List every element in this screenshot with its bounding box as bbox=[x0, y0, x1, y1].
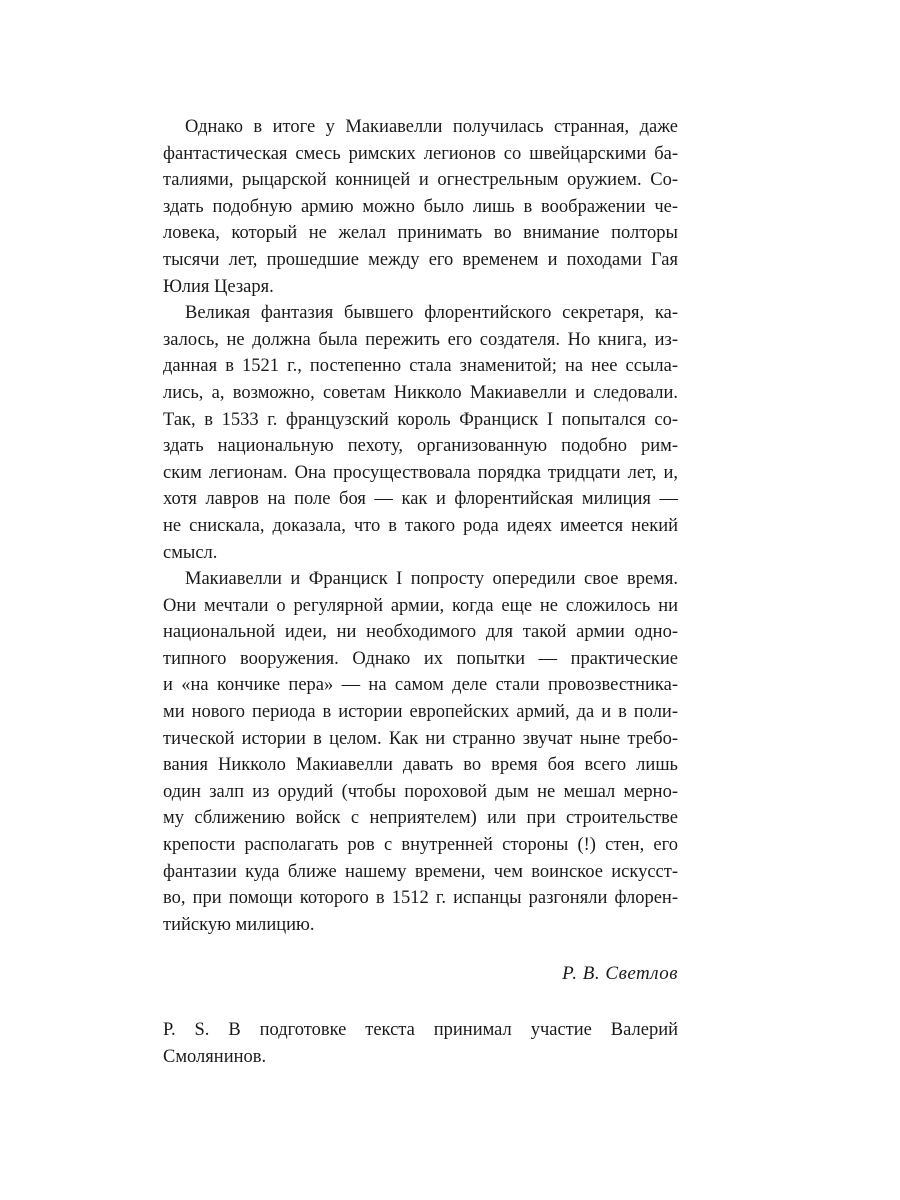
text-line: фантазии куда ближе нашему времени, чем воинское искусст- bbox=[163, 861, 678, 882]
author-signature: Р. В. Светлов bbox=[562, 963, 678, 985]
text-line: национальной идеи, ни необходимого для такой армии одно- bbox=[163, 622, 678, 643]
text-line: не снискала, доказала, что в такого рода идеях имеется некий bbox=[163, 515, 678, 536]
text-line: Макиавелли и Франциск I попросту опередили свое время. bbox=[185, 569, 678, 590]
text-line: талиями, рыцарской конницей и огнестрельным оружием. Со- bbox=[163, 170, 678, 191]
text-line: Однако в итоге у Макиавелли получилась странная, даже bbox=[185, 117, 678, 137]
text-line: Р. S. В подготовке текста принимал участие Валерий bbox=[163, 1020, 678, 1041]
text-line: Они мечтали о регулярной армии, когда еще не сложилось ни bbox=[163, 595, 678, 616]
text-line: один залп из орудий (чтобы пороховой дым не мешал мерно- bbox=[163, 781, 678, 802]
text-line: крепости располагать ров с внутренней стороны (!) стен, его bbox=[163, 835, 678, 856]
paragraph-2 bbox=[163, 300, 678, 566]
text-line: Юлия Цезаря. bbox=[163, 276, 274, 297]
text-line: данная в 1521 г., постепенно стала знаменитой; на нее ссыла- bbox=[163, 356, 678, 377]
text-line: смысл. bbox=[163, 542, 218, 563]
text-line: хотя лавров на поле боя — как и флорентийская милиция — bbox=[163, 489, 678, 510]
text-line: вания Никколо Макиавелли давать во время боя всего лишь bbox=[163, 755, 678, 776]
text-line: лись, а, возможно, советам Никколо Макиавелли и следовали. bbox=[163, 382, 678, 403]
text-line: во, при помощи которого в 1512 г. испанцы разгоняли флорен- bbox=[163, 888, 678, 909]
paragraph-1 bbox=[163, 114, 678, 300]
text-line: тысячи лет, прошедшие между его временем и походами Гая bbox=[163, 249, 678, 270]
text-line: здать подобную армию можно было лишь в воображении че- bbox=[163, 196, 678, 217]
text-line: и «на кончике пера» — на самом деле стали провозвестника- bbox=[163, 675, 678, 696]
text-line: ским легионам. Она просуществовала порядка тридцати лет, и, bbox=[163, 462, 678, 483]
text-line: залось, не должна была пережить его создателя. Но книга, из- bbox=[163, 329, 678, 350]
postscript bbox=[163, 1017, 678, 1070]
text-line: типного вооружения. Однако их попытки — практические bbox=[163, 648, 678, 669]
text-line: ми нового периода в истории европейских армий, да и в поли- bbox=[163, 702, 678, 723]
text-line: тической истории в целом. Как ни странно звучат ныне требо- bbox=[163, 728, 678, 749]
page-body bbox=[163, 114, 678, 1071]
paragraph-3 bbox=[163, 566, 678, 938]
text-line: тийскую милицию. bbox=[163, 914, 315, 935]
text-line: ловека, который не желал принимать во внимание полторы bbox=[163, 223, 678, 244]
text-line: Так, в 1533 г. французский король Франциск I попытался со- bbox=[163, 409, 678, 430]
text-line: му сближению войск с неприятелем) или при строительстве bbox=[163, 808, 678, 829]
text-line: фантастическая смесь римских легионов со швейцарскими ба- bbox=[163, 143, 678, 164]
text-line: Смолянинов. bbox=[163, 1047, 267, 1067]
text-line: Великая фантазия бывшего флорентийского секретаря, ка- bbox=[185, 303, 678, 324]
text-line: здать национальную пехоту, организованную подобно рим- bbox=[163, 436, 678, 457]
